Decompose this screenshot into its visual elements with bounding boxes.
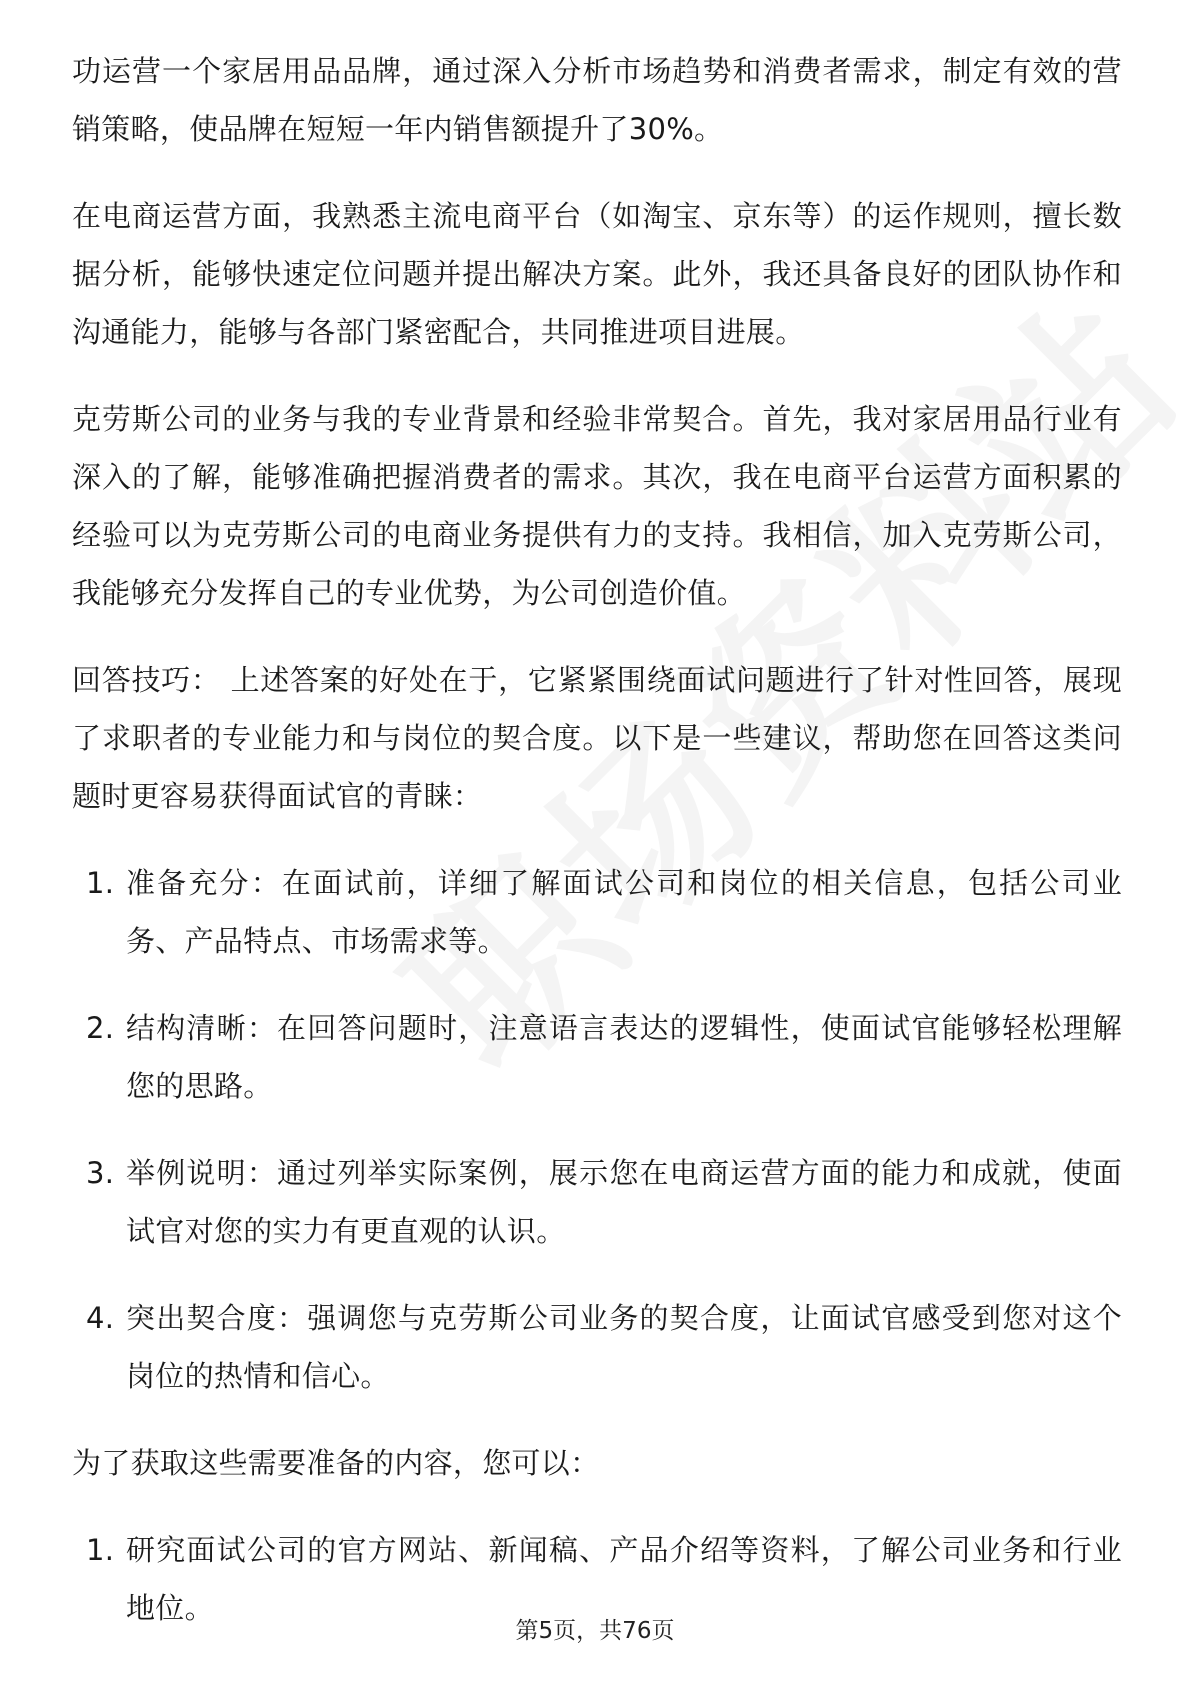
paragraph-company-fit: 克劳斯公司的业务与我的专业背景和经验非常契合。首先，我对家居用品行业有深入的了解，能够准确把握消费者的需求。其次，我在电商平台运营方面积累的经验可以为克劳斯公司的电商业务提供有力的支持。我相信，加入克劳斯公司，我能够充分发挥自己的专业优势，为公司创造价值。 [72, 402, 1122, 610]
list-item-text: 准备充分：在面试前，详细了解面试公司和岗位的相关信息，包括公司业务、产品特点、市场需求等。 [126, 866, 1122, 958]
paragraph-answer-tips: 回答技巧： 上述答案的好处在于，它紧紧围绕面试问题进行了针对性回答，展现了求职者的专业能力和与岗位的契合度。以下是一些建议，帮助您在回答这类问题时更容易获得面试官的青睐： [72, 663, 1122, 813]
list-item [72, 1144, 1122, 1260]
tips-list [72, 854, 1122, 1405]
paragraph-ecommerce-skills: 在电商运营方面，我熟悉主流电商平台（如淘宝、京东等）的运作规则，擅长数据分析，能够快速定位问题并提出解决方案。此外，我还具备良好的团队协作和沟通能力，能够与各部门紧密配合，共同推进项目进展。 [72, 199, 1122, 349]
list-item [72, 1289, 1122, 1405]
list-item [72, 854, 1122, 970]
list-number: 3. [86, 1156, 115, 1190]
list-item-text: 突出契合度：强调您与克劳斯公司业务的契合度，让面试官感受到您对这个岗位的热情和信心。 [126, 1301, 1122, 1393]
paragraph-prep-intro: 为了获取这些需要准备的内容，您可以： [72, 1446, 600, 1480]
page-content [72, 42, 1122, 1666]
list-number: 2. [86, 1011, 115, 1045]
page-number-footer: 第5页，共76页 [515, 1618, 675, 1644]
list-item-text: 结构清晰：在回答问题时，注意语言表达的逻辑性，使面试官能够轻松理解您的思路。 [126, 1011, 1122, 1103]
paragraph-achievement: 功运营一个家居用品品牌，通过深入分析市场趋势和消费者需求，制定有效的营销策略，使品牌在短短一年内销售额提升了30%。 [72, 54, 1122, 146]
list-number: 1. [86, 866, 115, 900]
list-item-text: 举例说明：通过列举实际案例，展示您在电商运营方面的能力和成就，使面试官对您的实力有更直观的认识。 [126, 1156, 1122, 1248]
list-item-text: 研究面试公司的官方网站、新闻稿、产品介绍等资料，了解公司业务和行业地位。 [126, 1533, 1122, 1625]
list-item [72, 999, 1122, 1115]
list-number: 1. [86, 1533, 115, 1567]
list-number: 4. [86, 1301, 115, 1335]
